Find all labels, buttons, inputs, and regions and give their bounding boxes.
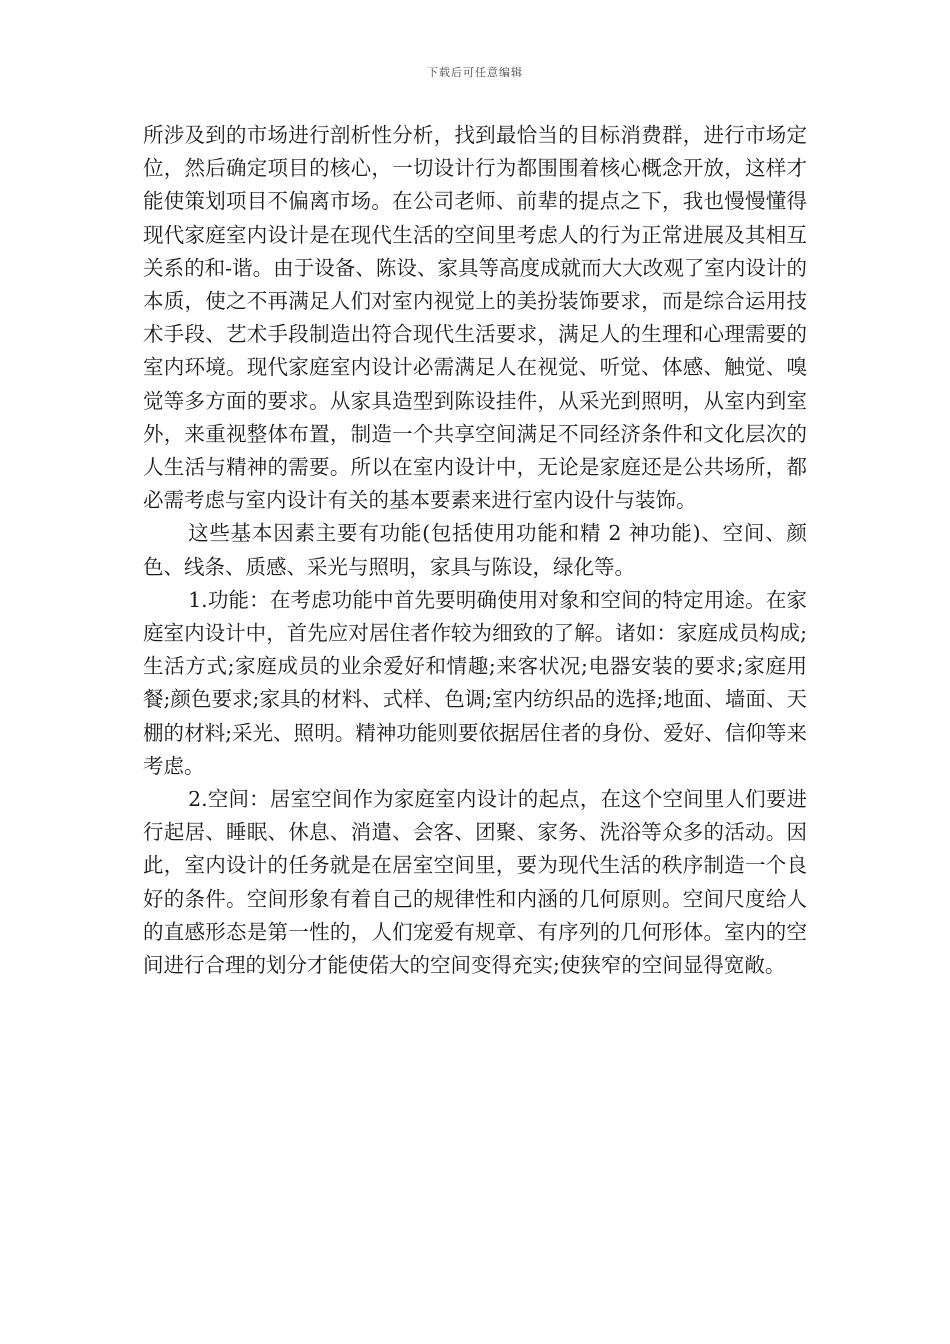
page-header-note: 下载后可任意编辑 — [427, 66, 523, 79]
paragraph-4-space: 2.空间：居室空间作为家庭室内设计的起点，在这个空间里人们要进行起居、睡眠、休息、消遣、会客、团聚、家务、洗浴等众多的活动。因此，室内设计的任务就是在居室空间里，要为现代生活的秩序制造一个良好的条件。空间形象有着自己的规律性和内涵的几何原则。空间尺度给人的直感形态是第一性的，人们宠爱有规章、有序列的几何形体。室内的空间进行合理的划分才能使偌大的空间变得充实;使狭窄的空间显得宽敞。 — [143, 787, 807, 978]
paragraph-1: 所涉及到的市场进行剖析性分析，找到最恰当的目标消费群，进行市场定位，然后确定项目的核心，一切设计行为都围围着核心概念开放，这样才能使策划项目不偏离市场。在公司老师、前辈的提点之下，我也慢慢懂得现代家庭室内设计是在现代生活的空间里考虑人的行为正常进展及其相互关系的和-谐。由于设备、陈设、家具等高度成就而大大改观了室内设计的本质，使之不再满足人们对室内视觉上的美扮装饰要求，而是综合运用技术手段、艺术手段制造出符合现代生活要求，满足人的生理和心理需要的室内环境。现代家庭室内设计必需满足人在视觉、听觉、体感、触觉、嗅觉等多方面的要求。从家具造型到陈设挂件，从采光到照明，从室内到室外，来重视整体布置，制造一个共享空间满足不同经济条件和文化层次的人生活与精神的需要。所以在室内设计中，无论是家庭还是公共场所，都必需考虑与室内设计有关的基本要素来进行室内设什与装饰。 — [143, 123, 807, 513]
paragraph-3-function: 1.功能：在考虑功能中首先要明确使用对象和空间的特定用途。在家庭室内设计中，首先应对居住者作较为细致的了解。诸如：家庭成员构成;生活方式;家庭成员的业余爱好和情趣;来客状况;电器安装的要求;家庭用餐;颜色要求;家具的材料、式样、色调;室内纺织品的选择;地面、墙面、天棚的材料;采光、照明。精神功能则要依据居住者的身份、爱好、信仰等来考虑。 — [143, 587, 807, 778]
paragraph-2: 这些基本因素主要有功能(包括使用功能和精 2 神功能)、空间、颜色、线条、质感、采光与照明，家具与陈设，绿化等。 — [143, 521, 807, 579]
document-body — [143, 119, 807, 982]
